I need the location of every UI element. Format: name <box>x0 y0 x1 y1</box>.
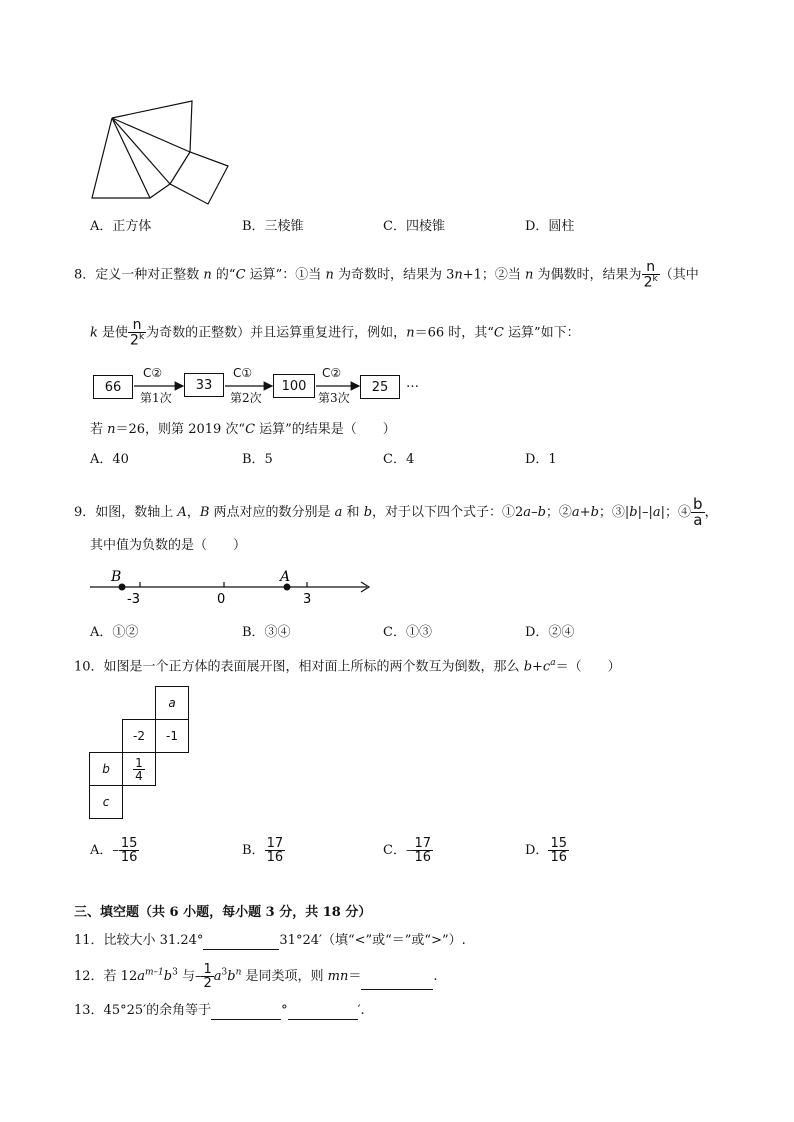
q10-net-cell: -2 <box>122 719 156 753</box>
q10-option-d: D． $\frac{15}{16}$ <box>525 836 567 865</box>
q8-option-d: D．1 <box>525 452 557 467</box>
q8-fraction-n-over-2k: $\frac{n}{2^k}$ <box>643 259 658 291</box>
q8-option-c: C．4 <box>383 452 415 467</box>
q12-line: 12．若 $12a^{m-1}b^3$ 与– $\frac{1}{2}$ $a^3b^n$ 是同类项，则 mn＝ . <box>74 962 438 991</box>
q9-tick-label: 0 <box>217 592 226 607</box>
q9-option-c: C．①③ <box>383 625 432 640</box>
q9-line-2: 其中值为负数的是（ ） <box>90 538 247 553</box>
q9-line-1: 9．如图，数轴上 A，B 两点对应的数分别是 a 和 b，对于以下四个式子：①2a–b；②a+b；③|b|–|a|；④ $\frac{b}{a}$ ， <box>74 495 718 529</box>
q7-option-c: C．四棱锥 <box>383 219 445 234</box>
q13-answer-blank-minutes[interactable] <box>288 1005 358 1020</box>
q9-option-b: B．③④ <box>242 625 291 640</box>
q9-label-b: B <box>111 569 122 585</box>
q9-option-a: A．①② <box>90 625 139 640</box>
q8-option-b: B．5 <box>242 452 273 467</box>
q8-flow-op: C② <box>143 366 163 380</box>
q10-net-cell: c <box>89 785 123 819</box>
q8-flow-box: 100 <box>273 374 315 398</box>
q10-option-c: C．– $\frac{17}{16}$ <box>383 836 431 865</box>
q11-answer-blank[interactable] <box>203 935 279 950</box>
q10-net-cell: $\frac{1}{4}$ <box>122 752 156 786</box>
q7-option-a: A．正方体 <box>90 219 152 234</box>
q10-option-b: B． $\frac{17}{16}$ <box>242 836 284 865</box>
q9-option-d: D．②④ <box>525 625 575 640</box>
section-3-heading: 三、填空题（共 6 小题，每小题 3 分，共 18 分） <box>74 905 372 920</box>
q10-net-cell: -1 <box>155 719 189 753</box>
q8-line-3: 若 n＝26，则第 2019 次“C 运算”的结果是（ ） <box>90 422 396 437</box>
q8-option-a: A．40 <box>90 452 129 467</box>
q10-net-cell: a <box>155 686 189 720</box>
q8-flow-step: 第2次 <box>230 391 262 405</box>
q8-flow-box: 66 <box>93 375 133 399</box>
q8-line-2: k 是使 $\frac{n}{2^k}$ 为奇数的正整数）并且运算重复进行，例如，n＝66 时，其“C 运算”如下： <box>90 317 580 349</box>
q9-fraction-b-over-a: $\frac{b}{a}$ <box>693 495 703 529</box>
q12-answer-blank[interactable] <box>361 975 433 990</box>
q13-answer-blank-degrees[interactable] <box>211 1005 281 1020</box>
q8-flow-ellipsis: … <box>406 376 419 391</box>
q8-line-1: 8．定义一种对正整数 n 的“C 运算”：①当 n 为奇数时，结果为 3n+1；②当 n 为偶数时，结果为 $\frac{n}{2^k}$ （其中 <box>74 259 699 291</box>
q9-tick-label: -3 <box>127 592 140 607</box>
q8-flow-step: 第3次 <box>318 391 350 405</box>
q8-fraction-inline: $\frac{n}{2^k}$ <box>130 317 145 349</box>
q8-flow-box: 33 <box>184 373 224 397</box>
q11-line: 11．比较大小 31.24° 31°24′（填“<”或“＝”或“>”）. <box>74 933 466 948</box>
q7-option-d: D．圆柱 <box>525 219 575 234</box>
q8-flow-arrows <box>0 0 794 420</box>
q8-flow-box: 25 <box>360 375 400 399</box>
q10-line-1: 10．如图是一个正方体的表面展开图，相对面上所标的两个数互为倒数，那么 $b+c^a=$（ ） <box>74 658 621 675</box>
q13-line: 13．45°25′的余角等于 ° ′. <box>74 1003 365 1018</box>
q8-flow-op: C② <box>322 366 342 380</box>
q8-flow-op: C① <box>233 366 253 380</box>
q9-tick-label: 3 <box>303 592 312 607</box>
q8-flow-step: 第1次 <box>140 391 172 405</box>
q9-label-a: A <box>280 569 291 585</box>
q10-option-a: A．– $\frac{15}{16}$ <box>90 836 138 865</box>
q9-number-line <box>85 565 385 610</box>
q10-net-cell: b <box>89 752 123 786</box>
q7-option-b: B．三棱锥 <box>242 219 304 234</box>
